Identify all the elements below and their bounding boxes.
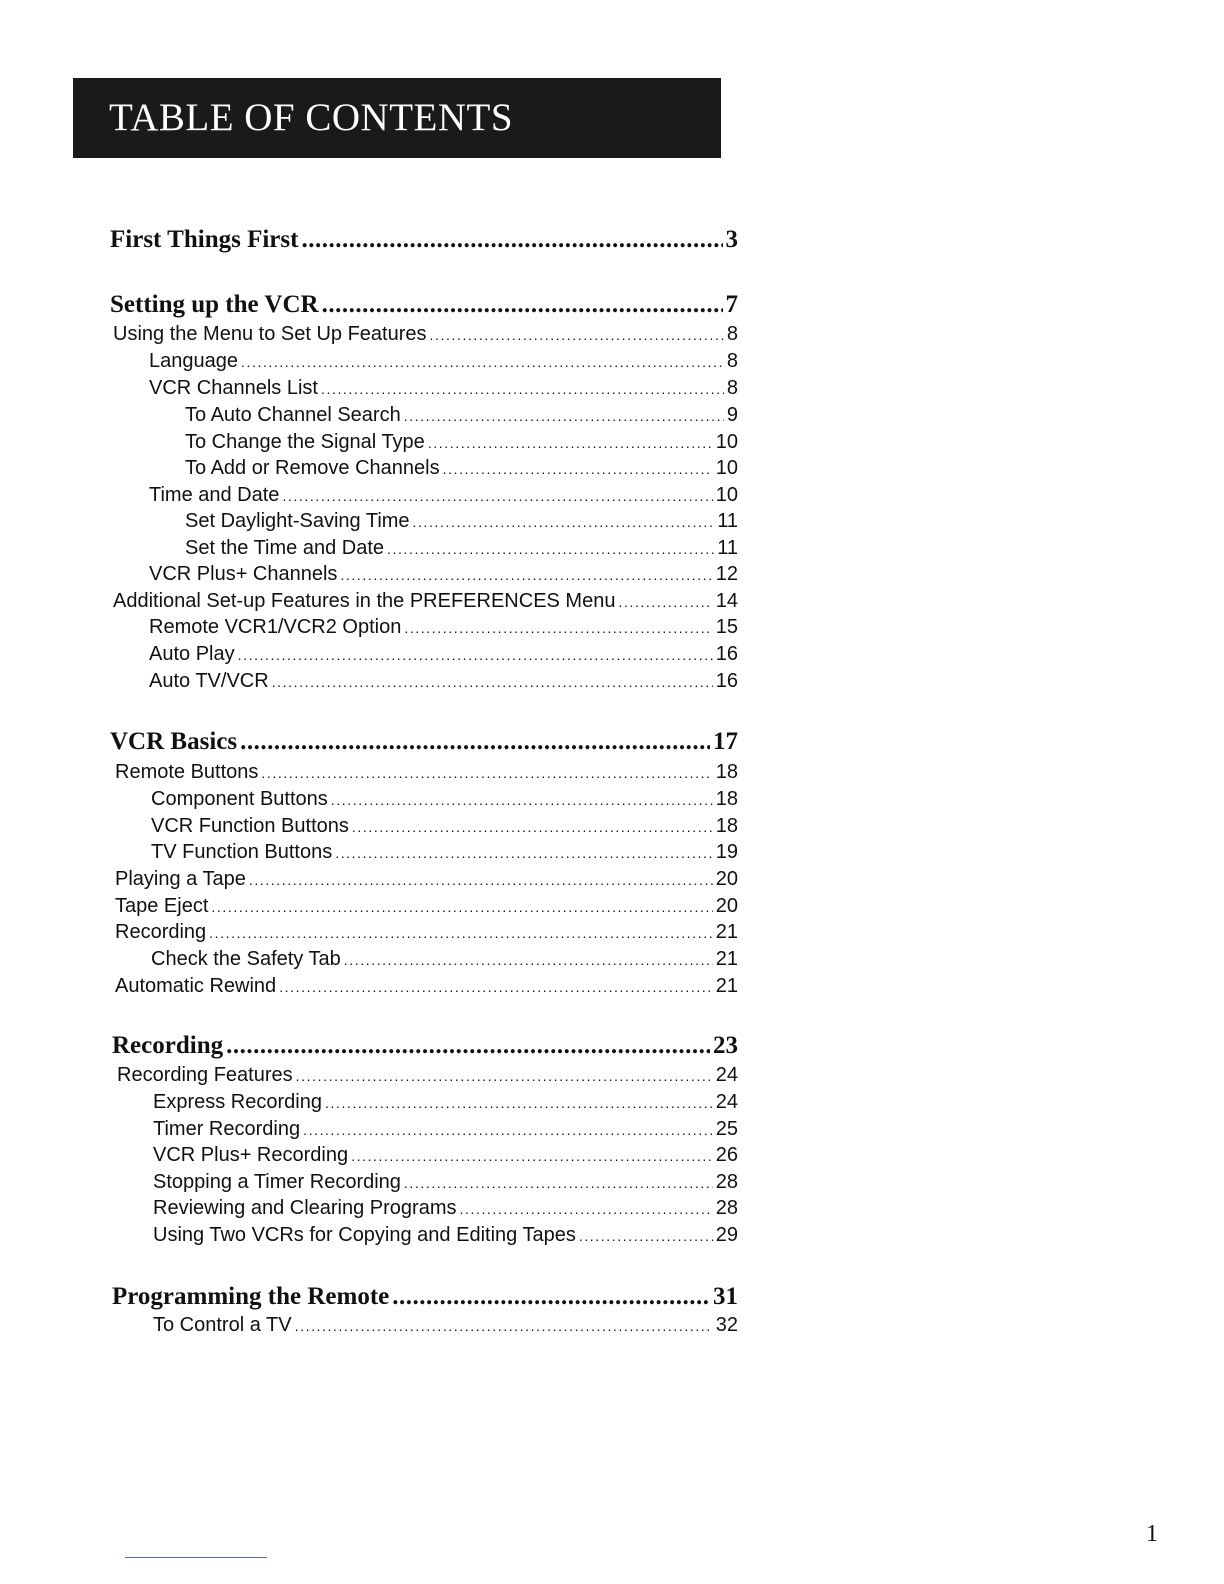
toc-entry — [149, 668, 738, 694]
toc-dot-leader — [296, 1063, 713, 1088]
toc-entry-title: First Things First — [110, 226, 299, 253]
toc-entry-page: 28 — [715, 1197, 738, 1219]
toc-entry-title: VCR Function Buttons — [151, 815, 349, 837]
toc-entry-title: Stopping a Timer Recording — [153, 1171, 401, 1193]
toc-entry-title: Language — [149, 350, 238, 372]
toc-entry-title: Remote VCR1/VCR2 Option — [149, 616, 402, 638]
toc-entry-page: 24 — [715, 1064, 738, 1086]
toc-entry-page: 16 — [715, 670, 738, 692]
toc-entry-page: 28 — [715, 1171, 738, 1193]
toc-dot-leader — [404, 615, 712, 640]
toc-dot-leader — [240, 726, 710, 758]
toc-entry — [149, 561, 738, 587]
toc-entry-page: 20 — [715, 895, 738, 917]
toc-entry-title: Recording Features — [117, 1064, 293, 1086]
toc-entry — [149, 614, 738, 640]
toc-entry — [115, 919, 738, 945]
toc-entry-page: 18 — [715, 815, 738, 837]
toc-entry-page: 18 — [715, 761, 738, 783]
toc-dot-leader — [331, 787, 713, 812]
toc-entry — [185, 535, 738, 561]
toc-entry — [153, 1116, 738, 1142]
toc-entry — [115, 893, 738, 919]
toc-dot-leader — [282, 483, 712, 508]
toc-entry-title: Check the Safety Tab — [151, 948, 341, 970]
toc-entry-title: Using Two VCRs for Copying and Editing Tapes — [153, 1224, 576, 1246]
toc-entry-title: Additional Set-up Features in the PREFERENCES Menu — [113, 590, 616, 612]
toc-entry-title: Set the Time and Date — [185, 537, 385, 559]
toc-entry-title: TV Function Buttons — [151, 841, 333, 863]
toc-dot-leader — [351, 1143, 713, 1168]
toc-section-heading — [112, 1030, 738, 1062]
toc-dot-leader — [340, 562, 712, 587]
toc-dot-leader — [335, 840, 713, 865]
toc-entry-title: Programming the Remote — [112, 1283, 390, 1310]
toc-entry-page: 31 — [713, 1283, 738, 1310]
footer-rule — [125, 1557, 267, 1558]
toc-entry — [151, 946, 738, 972]
toc-entry-title: Component Buttons — [151, 788, 328, 810]
toc-entry — [113, 321, 738, 347]
toc-entry-page: 8 — [726, 377, 738, 399]
toc-dot-leader — [392, 1281, 710, 1313]
page-number: 1 — [1146, 1521, 1158, 1547]
toc-dot-leader — [404, 403, 724, 428]
toc-entry-page: 8 — [726, 350, 738, 372]
toc-dot-leader — [579, 1223, 713, 1248]
toc-dot-leader — [241, 349, 724, 374]
toc-entry — [117, 1062, 738, 1088]
toc-dot-leader — [352, 814, 713, 839]
toc-entry-page: 23 — [713, 1032, 738, 1059]
toc-entry-page: 25 — [715, 1118, 738, 1140]
toc-dot-leader — [295, 1313, 713, 1338]
toc-entry — [153, 1312, 738, 1338]
toc-entry-title: Express Recording — [153, 1091, 322, 1113]
toc-entry-title: Playing a Tape — [115, 868, 246, 890]
toc-dot-leader — [261, 760, 712, 785]
toc-entry-page: 29 — [715, 1224, 738, 1246]
toc-dot-leader — [226, 1030, 710, 1062]
toc-entry — [153, 1195, 738, 1221]
toc-entry-title: VCR Plus+ Channels — [149, 563, 338, 585]
toc-dot-leader — [387, 536, 714, 561]
toc-dot-leader — [211, 894, 712, 919]
toc-entry-title: Set Daylight-Saving Time — [185, 510, 410, 532]
toc-dot-leader — [344, 947, 713, 972]
toc-dot-leader — [301, 224, 722, 256]
toc-dot-leader — [413, 509, 715, 534]
toc-dot-leader — [272, 669, 713, 694]
toc-entry — [149, 641, 738, 667]
toc-entry-page: 11 — [717, 510, 738, 532]
toc-entry — [151, 813, 738, 839]
toc-entry — [115, 866, 738, 892]
toc-dot-leader — [238, 642, 713, 667]
toc-entry-title: VCR Channels List — [149, 377, 318, 399]
toc-entry — [149, 375, 738, 401]
toc-entry-title: Recording — [115, 921, 207, 943]
toc-entry-page: 10 — [715, 484, 738, 506]
toc-entry-page: 7 — [725, 291, 738, 318]
toc-entry-page: 14 — [715, 590, 738, 612]
toc-entry-title: Automatic Rewind — [115, 975, 277, 997]
toc-dot-leader — [209, 920, 713, 945]
toc-dot-leader — [303, 1117, 713, 1142]
toc-entry-title: Using the Menu to Set Up Features — [113, 323, 427, 345]
page-title: TABLE OF CONTENTS — [109, 96, 514, 139]
toc-entry-title: Recording — [112, 1032, 224, 1059]
toc-entry-page: 15 — [715, 616, 738, 638]
toc-entry-title: Auto TV/VCR — [149, 670, 269, 692]
toc-entry-title: To Auto Channel Search — [185, 404, 401, 426]
toc-entry-title: Auto Play — [149, 643, 235, 665]
toc-entry — [185, 508, 738, 534]
toc-entry-page: 21 — [715, 921, 738, 943]
toc-entry — [185, 429, 738, 455]
toc-entry-title: VCR Plus+ Recording — [153, 1144, 349, 1166]
toc-entry-page: 3 — [725, 226, 738, 253]
toc-entry — [151, 839, 738, 865]
toc-entry — [149, 482, 738, 508]
toc-entry — [115, 759, 738, 785]
toc-dot-leader — [249, 867, 713, 892]
toc-entry — [185, 455, 738, 481]
toc-entry-page: 26 — [715, 1144, 738, 1166]
toc-entry-page: 9 — [726, 404, 738, 426]
toc-entry-page: 21 — [715, 948, 738, 970]
toc-entry-title: To Add or Remove Channels — [185, 457, 440, 479]
toc-entry-title: Reviewing and Clearing Programs — [153, 1197, 457, 1219]
toc-entry — [153, 1089, 738, 1115]
toc-dot-leader — [428, 430, 713, 455]
toc-entry — [113, 588, 738, 614]
toc-entry-page: 8 — [726, 323, 738, 345]
toc-entry-page: 18 — [715, 788, 738, 810]
toc-entry-title: VCR Basics — [110, 728, 238, 755]
toc-dot-leader — [279, 974, 713, 999]
toc-entry-page: 21 — [715, 975, 738, 997]
toc-entry-title: Timer Recording — [153, 1118, 301, 1140]
toc-section-heading — [110, 289, 738, 321]
toc-entry-page: 17 — [713, 728, 738, 755]
toc-dot-leader — [322, 289, 723, 321]
toc-entry-page: 32 — [715, 1314, 738, 1336]
toc-entry — [115, 973, 738, 999]
toc-section-heading — [112, 1281, 738, 1313]
toc-entry-page: 24 — [715, 1091, 738, 1113]
toc-entry — [153, 1222, 738, 1248]
toc-dot-leader — [321, 376, 724, 401]
toc-dot-leader — [618, 589, 712, 614]
toc-entry-title: Tape Eject — [115, 895, 209, 917]
toc-section-heading — [110, 224, 738, 256]
toc-entry-title: Remote Buttons — [115, 761, 259, 783]
toc-dot-leader — [430, 322, 724, 347]
toc-entry-title: Setting up the VCR — [110, 291, 319, 318]
toc-entry-page: 10 — [715, 457, 738, 479]
toc-entry-page: 20 — [715, 868, 738, 890]
toc-dot-leader — [404, 1170, 713, 1195]
toc-dot-leader — [443, 456, 713, 481]
toc-entry — [153, 1142, 738, 1168]
toc-entry — [151, 786, 738, 812]
toc-entry-page: 11 — [717, 537, 738, 559]
toc-entry — [185, 402, 738, 428]
toc-entry-page: 16 — [715, 643, 738, 665]
toc-entry — [149, 348, 738, 374]
toc-entry-title: Time and Date — [149, 484, 280, 506]
toc-entry-page: 10 — [715, 431, 738, 453]
toc-entry-page: 12 — [715, 563, 738, 585]
toc-entry-title: To Control a TV — [153, 1314, 292, 1336]
toc-dot-leader — [325, 1090, 713, 1115]
toc-entry-title: To Change the Signal Type — [185, 431, 425, 453]
toc-dot-leader — [459, 1196, 712, 1221]
toc-entry-page: 19 — [715, 841, 738, 863]
toc-entry — [153, 1169, 738, 1195]
toc-section-heading — [110, 726, 738, 758]
